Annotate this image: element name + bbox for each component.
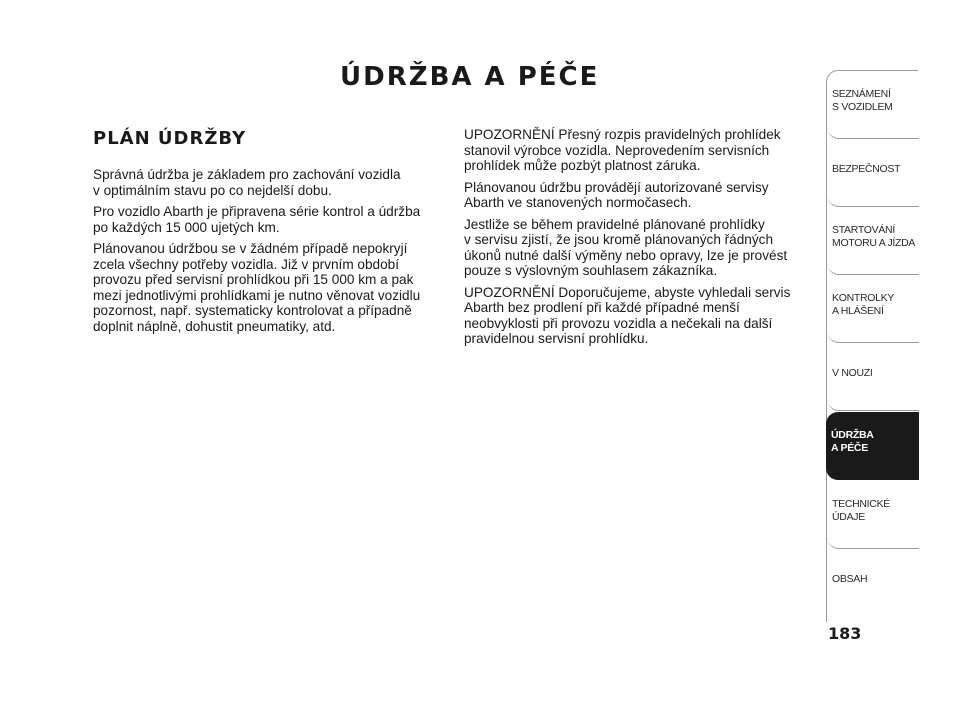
paragraph: Plánovanou údržbou se v žádném případě nepokryjí zcela všechny potřeby vozidla. Již v prvním období provozu před servisní prohlídkou při 15 000 km a pak mezi jednotlivými prohlídkami je nutno věnovat vozidlu pozornost, např. systematicky kontrolovat a případně doplnit náplně, dohustit pneumatiky, atd. (93, 241, 421, 334)
tab-bezpecnost[interactable]: BEZPEČNOST (827, 139, 919, 207)
left-column (93, 128, 443, 340)
tab-obsah[interactable]: OBSAH (832, 573, 868, 585)
paragraph: Správná údržba je základem pro zachování vozidla v optimálním stavu po co nejdelší dobu. (93, 167, 401, 198)
chapter-index-sidebar (826, 70, 918, 622)
warning-paragraph: UPOZORNĚNÍ Přesný rozpis pravidelných prohlídek stanovil výrobce vozidla. Neprovedením servisních prohlídek může pozbýt platnost záruka. (464, 127, 781, 173)
tab-udrzba-a-pece[interactable]: ÚDRŽBA A PÉČE (826, 412, 919, 480)
page-number: 183 (828, 624, 862, 643)
warning-paragraph: UPOZORNĚNÍ Doporučujeme, abyste vyhledali servis Abarth bez prodlení při každé případné menší neobvyklosti při provozu vozidla a nečekali na další pravidelnou servisní prohlídku. (464, 284, 791, 346)
section-heading: PLÁN ÚDRŽBY (93, 128, 247, 149)
paragraph: Pro vozidlo Abarth je připravena série kontrol a údržba po každých 15 000 ujetých km. (93, 204, 421, 235)
right-column (464, 127, 809, 353)
paragraph: Plánovanou údržbu provádějí autorizované servisy Abarth ve stanovených normočasech. (464, 179, 769, 210)
page-title: ÚDRŽBA A PÉČE (340, 62, 600, 92)
tab-v-nouzi[interactable]: V NOUZI (827, 343, 919, 411)
tab-technicke-udaje[interactable]: TECHNICKÉ ÚDAJE (827, 481, 919, 549)
paragraph: Jestliže se během pravidelné plánované prohlídky v servisu zjistí, že jsou kromě plánovaných řádných úkonů nutné další výměny nebo opravy, lze je provést pouze s výslovným souhlasem zákazníka. (464, 216, 788, 278)
tab-seznameni-s-vozidlem[interactable]: SEZNÁMENÍ S VOZIDLEM (827, 71, 919, 139)
tab-startovani-motoru-a-jizda[interactable]: STARTOVÁNÍ MOTORU A JÍZDA (827, 207, 919, 275)
tab-kontrolky-a-hlaseni[interactable]: KONTROLKY A HLÁŠENÍ (827, 275, 919, 343)
